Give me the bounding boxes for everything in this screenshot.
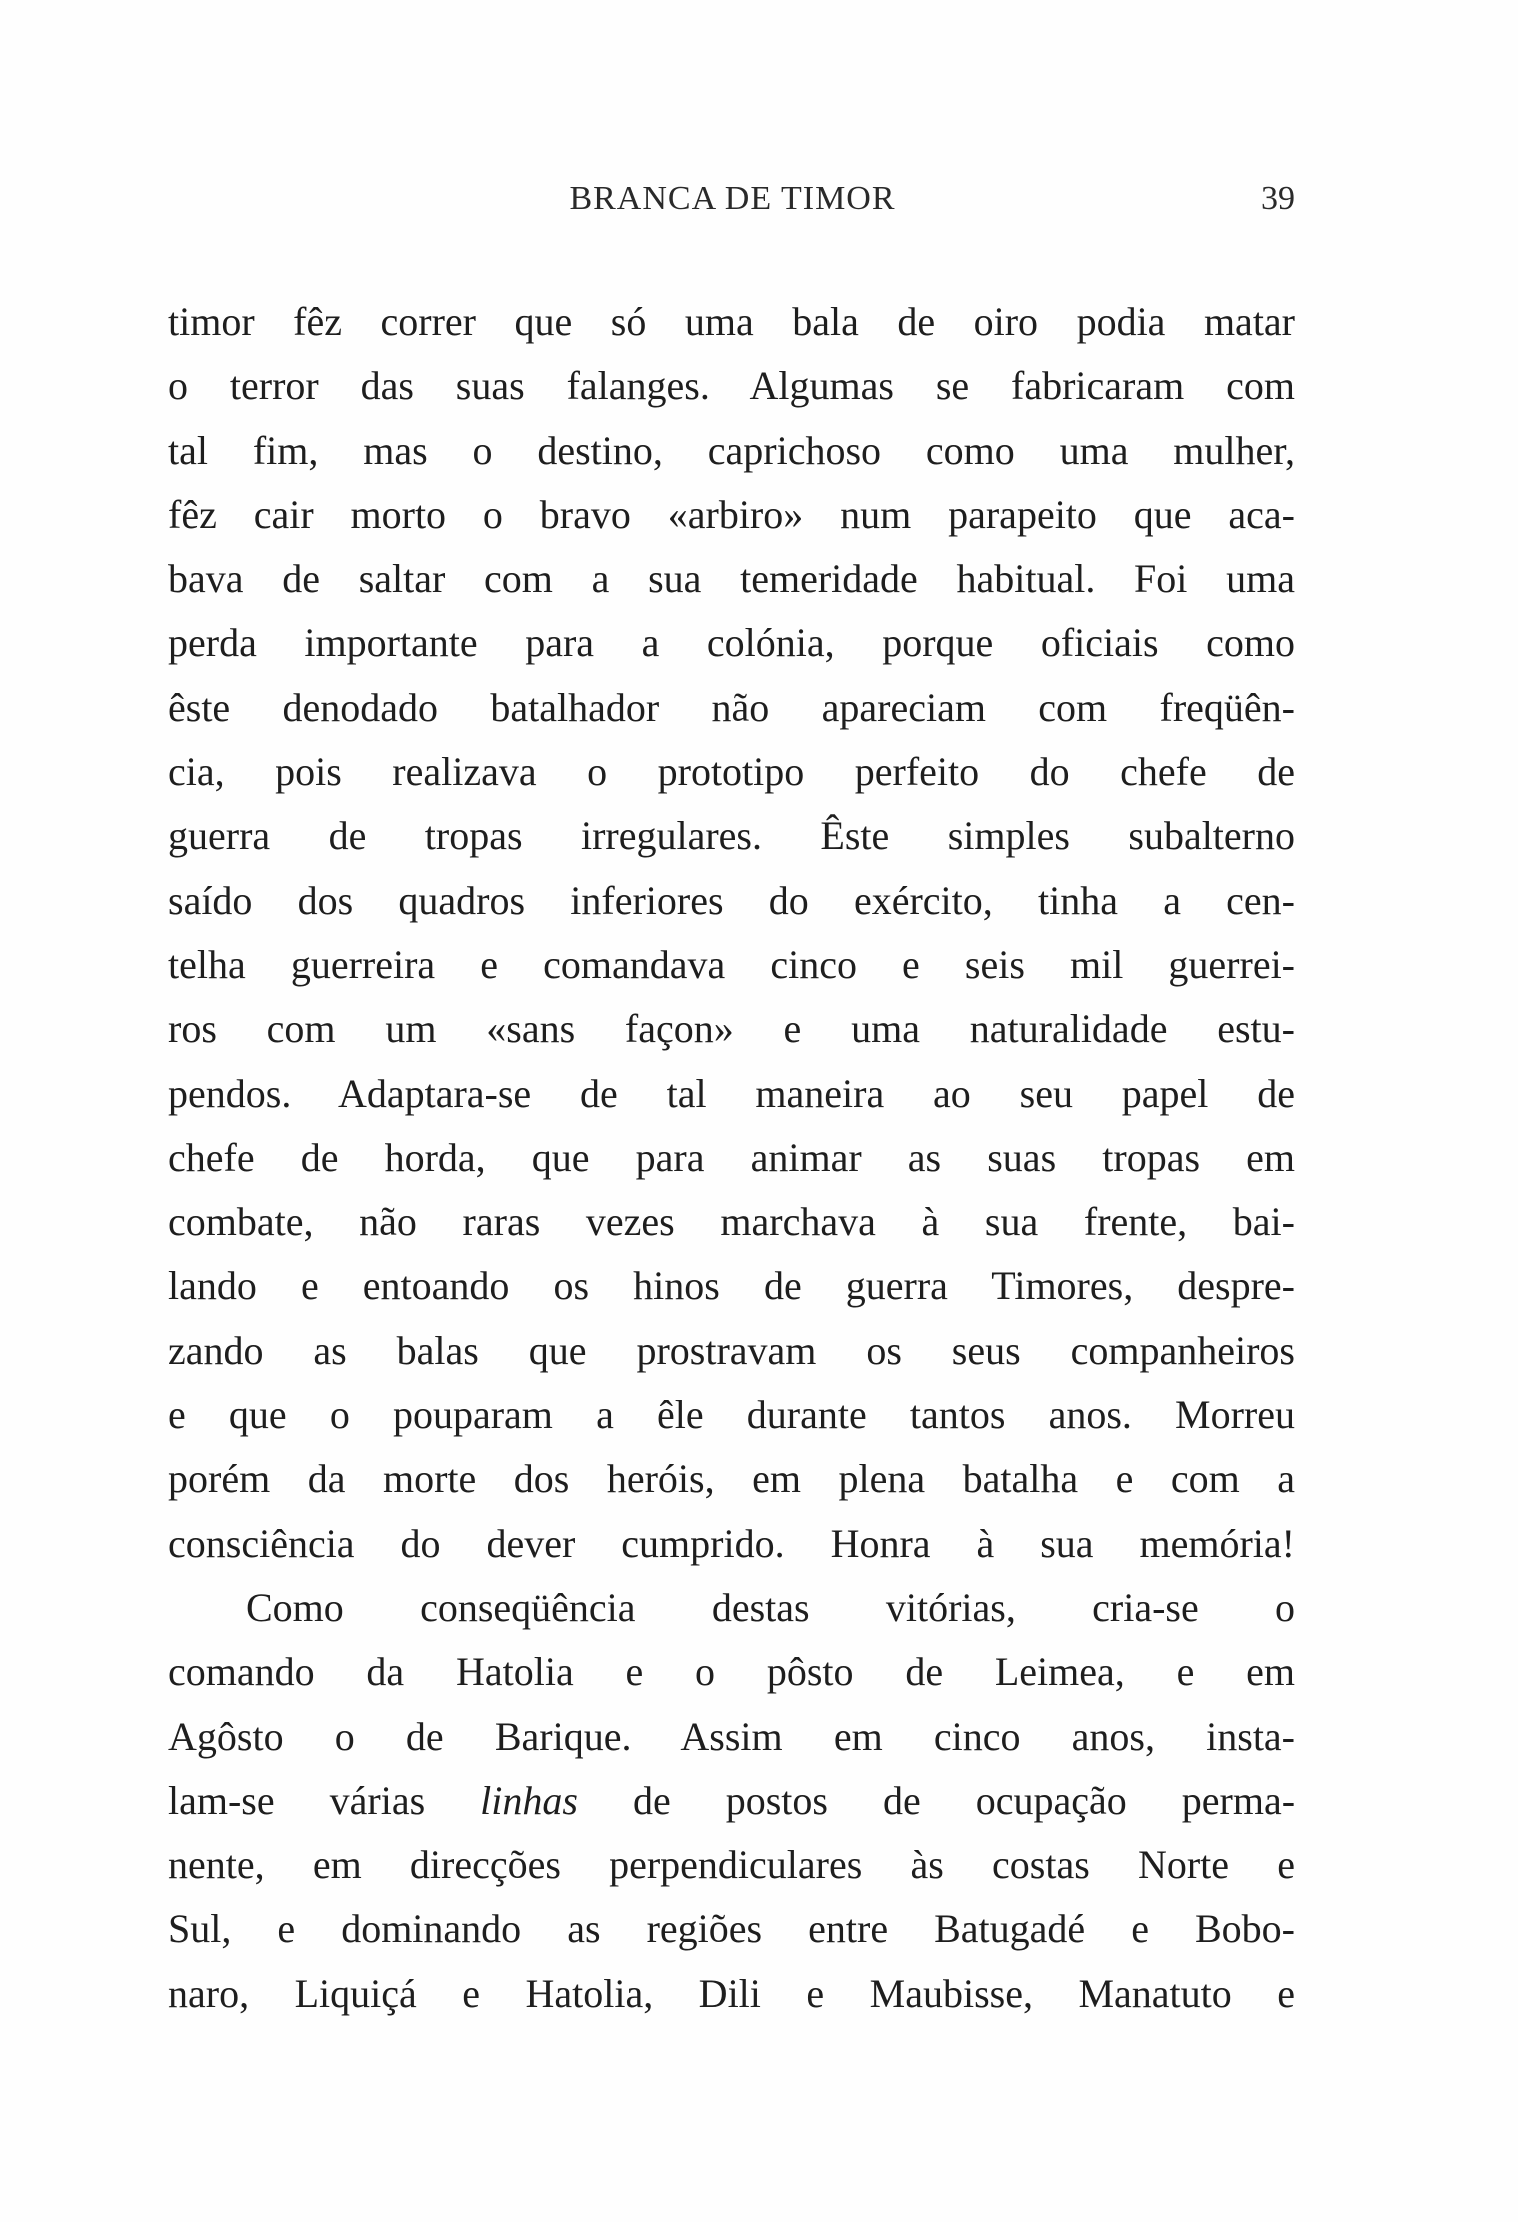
text-line: telha guerreira e comandava cinco e seis mil guerrei- — [168, 941, 1295, 987]
text-line: Agôsto o de Barique. Assim em cinco anos, insta- — [168, 1713, 1295, 1759]
text-line: êste denodado batalhador não apareciam com freqüên- — [168, 684, 1295, 730]
text-line: tal fim, mas o destino, caprichoso como uma mulher, — [168, 427, 1295, 473]
text-segment: de postos de ocupação perma- — [632, 1777, 1295, 1823]
text-line: nente, em direcções perpendiculares às costas Norte e — [168, 1842, 1295, 1888]
text-line: e que o pouparam a êle durante tantos anos. Morreu — [168, 1392, 1295, 1438]
text-line: ros com um «sans façon» e uma naturalidade estu- — [168, 1006, 1295, 1052]
running-title: BRANCA DE TIMOR — [569, 180, 896, 217]
text-line: lando e entoando os hinos de guerra Timores, despre- — [168, 1263, 1295, 1309]
paragraph-first-line: Como conseqüência destas vitórias, cria-se o — [246, 1584, 1295, 1630]
text-segment: lam-se várias — [168, 1777, 426, 1823]
italic-word: linhas — [480, 1777, 578, 1823]
text-line: timor fêz correr que só uma bala de oiro podia matar — [168, 299, 1295, 344]
text-line: combate, não raras vezes marchava à sua frente, bai- — [168, 1199, 1295, 1245]
text-line: naro, Liquiçá e Hatolia, Dili e Maubisse, Manatuto e — [168, 1970, 1295, 2016]
text-line: guerra de tropas irregulares. Êste simples subalterno — [168, 813, 1295, 859]
text-line: bava de saltar com a sua temeridade habitual. Foi uma — [168, 556, 1295, 602]
page-number: 39 — [1261, 180, 1295, 217]
text-line: Sul, e dominando as regiões entre Batugadé e Bobo- — [168, 1906, 1295, 1952]
text-line: saído dos quadros inferiores do exército, tinha a cen- — [168, 877, 1295, 923]
running-header — [170, 180, 1295, 230]
text-line: comando da Hatolia e o pôsto de Leimea, e em — [168, 1649, 1295, 1695]
text-line: perda importante para a colónia, porque oficiais como — [168, 620, 1295, 666]
text-line: o terror das suas falanges. Algumas se fabricaram com — [168, 363, 1295, 409]
text-line: cia, pois realizava o prototipo perfeito do chefe de — [168, 749, 1295, 795]
text-line-with-italic — [168, 1769, 1295, 1833]
text-line: pendos. Adaptara-se de tal maneira ao seu papel de — [168, 1070, 1295, 1116]
text-line: zando as balas que prostravam os seus companheiros — [168, 1327, 1295, 1373]
text-line: porém da morte dos heróis, em plena batalha e com a — [168, 1456, 1295, 1502]
body-text — [168, 290, 1295, 2026]
text-line: consciência do dever cumprido. Honra à sua memória! — [168, 1520, 1295, 1566]
text-line: chefe de horda, que para animar as suas tropas em — [168, 1134, 1295, 1180]
text-line: fêz cair morto o bravo «arbiro» num parapeito que aca- — [168, 491, 1295, 537]
